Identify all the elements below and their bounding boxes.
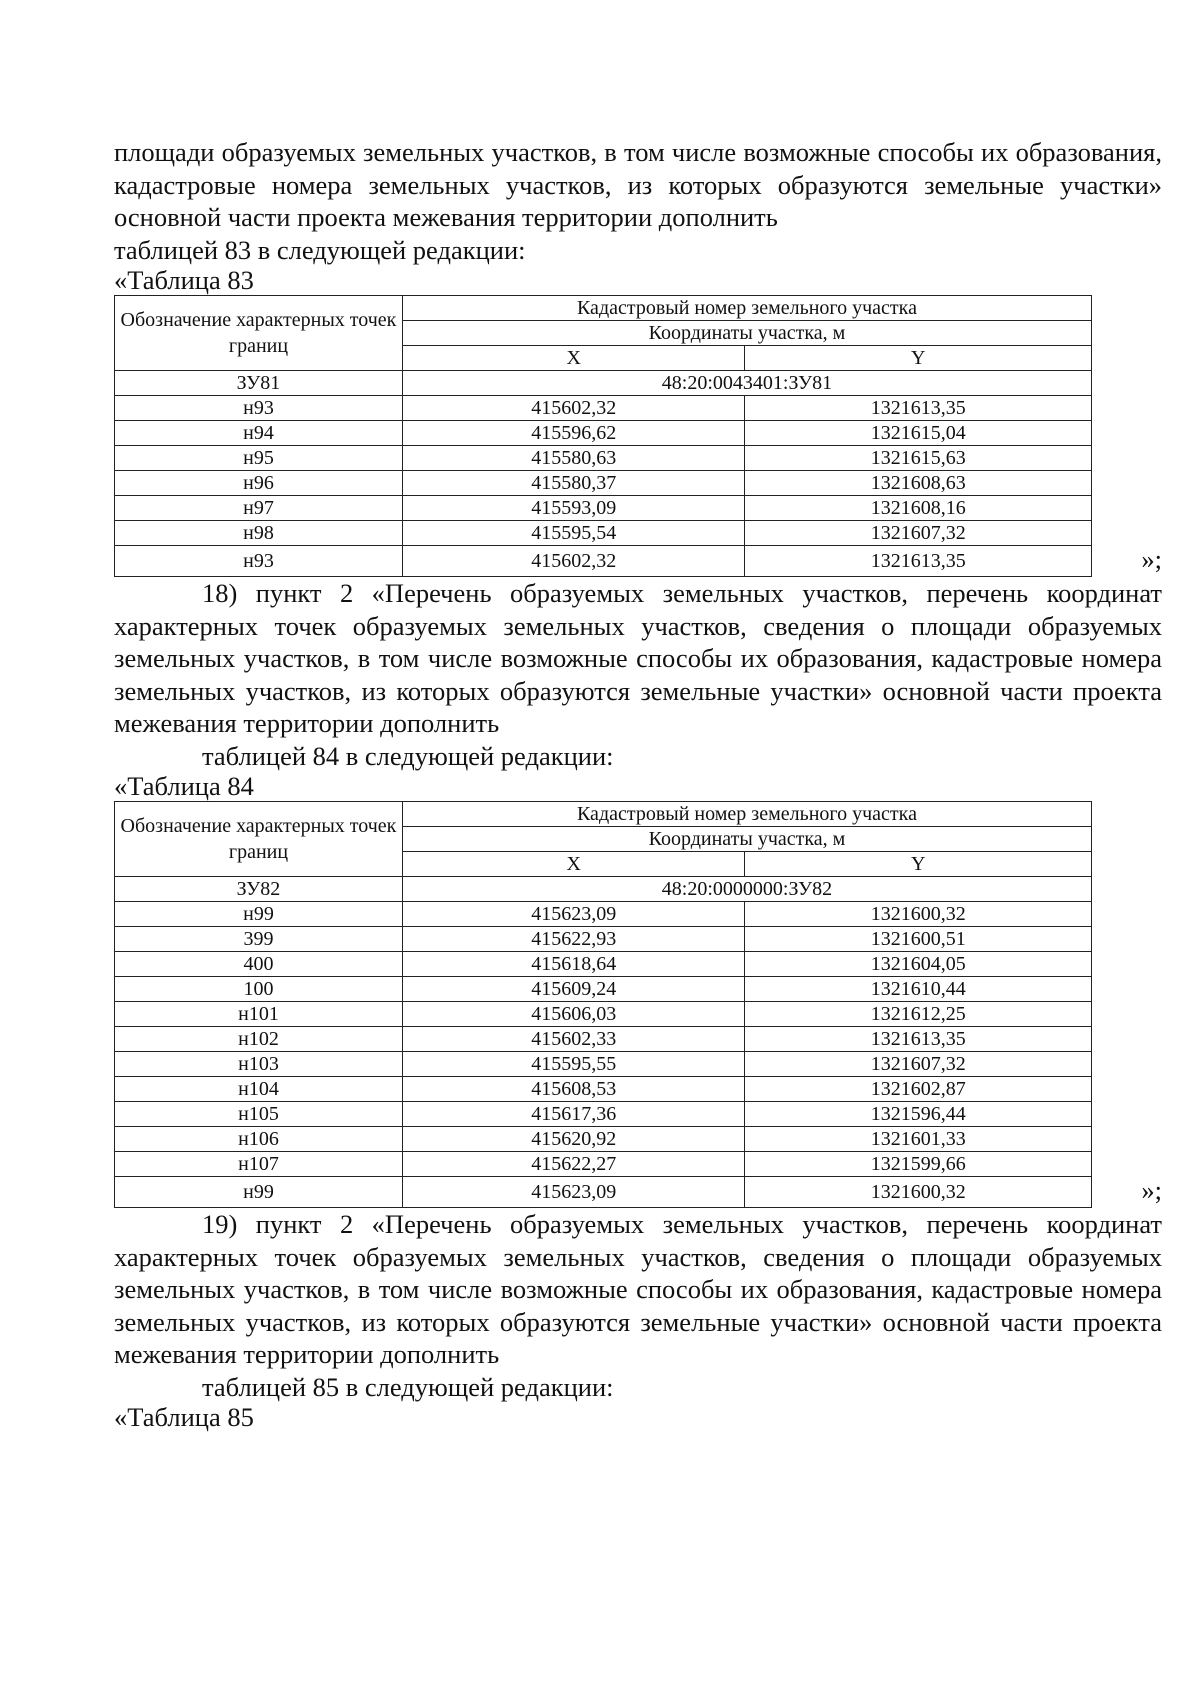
table-84 xyxy=(114,801,1092,1208)
y-cell: 1321600,32 xyxy=(745,902,1092,927)
paragraph-line: площади образуемых земельных участков, в том числе возможные способы их xyxy=(114,610,1162,673)
y-cell: 1321596,44 xyxy=(745,1102,1092,1127)
point-cell: н96 xyxy=(115,471,403,496)
zu-label: ЗУ81 xyxy=(115,371,403,396)
x-cell: 415593,09 xyxy=(402,496,744,521)
y-cell: 1321607,32 xyxy=(745,521,1092,546)
point-cell: 400 xyxy=(115,952,403,977)
table-row xyxy=(115,952,1092,977)
y-cell: 1321601,33 xyxy=(745,1127,1092,1152)
point-cell: н106 xyxy=(115,1127,403,1152)
table-85-caption: «Таблица 85 xyxy=(114,1402,254,1432)
y-cell: 1321615,04 xyxy=(745,421,1092,446)
paragraph-line: площади образуемых земельных участков, в том числе возможные способы их xyxy=(114,1241,1162,1304)
header-coords: Координаты участка, м xyxy=(402,321,1091,346)
paragraph-line: образования, кадастровые номера земельных участков, из которых образуются xyxy=(114,1274,1163,1337)
x-cell: 415609,24 xyxy=(402,977,744,1002)
x-cell: 415580,37 xyxy=(402,471,744,496)
point-cell: н98 xyxy=(115,521,403,546)
y-cell: 1321613,35 xyxy=(745,396,1092,421)
point-cell: н94 xyxy=(115,421,403,446)
table-83-closing-quote: »; xyxy=(1141,544,1162,574)
point-cell: 100 xyxy=(115,977,403,1002)
y-cell: 1321608,16 xyxy=(745,496,1092,521)
paragraph-line: 19) пункт 2 «Перечень образуемых земельных участков, перечень xyxy=(202,1209,1029,1239)
table-84-caption: «Таблица 84 xyxy=(114,771,254,801)
x-cell: 415623,09 xyxy=(402,1177,744,1208)
document-page xyxy=(114,136,1162,1432)
zu-label: ЗУ82 xyxy=(115,877,403,902)
table-83-wrapper xyxy=(114,295,1162,577)
y-cell: 1321600,32 xyxy=(745,1177,1092,1208)
point-cell: н102 xyxy=(115,1027,403,1052)
paragraph-line: 18) пункт 2 «Перечень образуемых земельных участков, перечень xyxy=(202,578,1029,608)
x-cell: 415623,09 xyxy=(402,902,744,927)
x-cell: 415596,62 xyxy=(402,421,744,446)
point-cell: н107 xyxy=(115,1152,403,1177)
y-cell: 1321599,66 xyxy=(745,1152,1092,1177)
table-83 xyxy=(114,295,1092,577)
point-cell: 399 xyxy=(115,927,403,952)
table-row xyxy=(115,496,1092,521)
x-cell: 415617,36 xyxy=(402,1102,744,1127)
table-row xyxy=(115,1152,1092,1177)
y-cell: 1321613,35 xyxy=(745,1027,1092,1052)
y-cell: 1321612,25 xyxy=(745,1002,1092,1027)
point-cell: н97 xyxy=(115,496,403,521)
point-cell: н99 xyxy=(115,902,403,927)
cadastral-number: 48:20:0000000:ЗУ82 xyxy=(402,877,1091,902)
table-row xyxy=(115,546,1092,577)
x-cell: 415602,33 xyxy=(402,1027,744,1052)
table-row xyxy=(115,1127,1092,1152)
table-row xyxy=(115,1027,1092,1052)
paragraph-line: земельные участки» основной части проекта межевания территории дополнить xyxy=(114,1306,1162,1369)
paragraph-line: образования, кадастровые номера земельных участков, из которых образуются xyxy=(114,643,1163,706)
y-cell: 1321615,63 xyxy=(745,446,1092,471)
paragraph-line: площади образуемых земельных участков, в том числе возможные способы их xyxy=(114,137,1009,167)
paragraph-line: таблицей 85 в следующей редакции: xyxy=(202,1371,614,1402)
table-row xyxy=(115,446,1092,471)
y-cell: 1321604,05 xyxy=(745,952,1092,977)
header-cadastral: Кадастровый номер земельного участка xyxy=(402,296,1091,321)
point-cell: н105 xyxy=(115,1102,403,1127)
table-row xyxy=(115,521,1092,546)
y-cell: 1321608,63 xyxy=(745,471,1092,496)
paragraph-line: земельные участки» основной части проекта межевания территории дополнить xyxy=(114,169,1162,232)
y-cell: 1321600,51 xyxy=(745,927,1092,952)
y-cell: 1321613,35 xyxy=(745,546,1092,577)
point-cell: н95 xyxy=(115,446,403,471)
x-cell: 415608,53 xyxy=(402,1077,744,1102)
point-cell: н104 xyxy=(115,1077,403,1102)
table-row xyxy=(115,471,1092,496)
table-row xyxy=(115,1052,1092,1077)
x-cell: 415618,64 xyxy=(402,952,744,977)
x-cell: 415620,92 xyxy=(402,1127,744,1152)
x-cell: 415606,03 xyxy=(402,1002,744,1027)
y-cell: 1321607,32 xyxy=(745,1052,1092,1077)
x-cell: 415602,32 xyxy=(402,546,744,577)
item-18-paragraph xyxy=(114,577,1162,772)
y-cell: 1321610,44 xyxy=(745,977,1092,1002)
table-row xyxy=(115,396,1092,421)
point-cell: н93 xyxy=(115,396,403,421)
point-cell: н103 xyxy=(115,1052,403,1077)
paragraph-line: земельные участки» основной части проекта межевания территории дополнить xyxy=(114,675,1162,738)
table-83-caption: «Таблица 83 xyxy=(114,265,254,295)
table-84-wrapper xyxy=(114,801,1162,1208)
x-cell: 415580,63 xyxy=(402,446,744,471)
header-x: X xyxy=(402,346,744,371)
header-points: Обозначение характерных точек границ xyxy=(115,296,403,371)
x-cell: 415622,27 xyxy=(402,1152,744,1177)
header-y: Y xyxy=(745,852,1092,877)
table-row xyxy=(115,977,1092,1002)
point-cell: н93 xyxy=(115,546,403,577)
table-row xyxy=(115,1077,1092,1102)
point-cell: н99 xyxy=(115,1177,403,1208)
table-row xyxy=(115,927,1092,952)
table-row xyxy=(115,1102,1092,1127)
header-cadastral: Кадастровый номер земельного участка xyxy=(402,802,1091,827)
paragraph-line: таблицей 84 в следующей редакции: xyxy=(202,740,614,771)
header-points: Обозначение характерных точек границ xyxy=(115,802,403,877)
paragraph-line: образования, кадастровые номера земельных участков, из которых образуются xyxy=(114,137,1162,200)
item-19-paragraph xyxy=(114,1208,1162,1403)
paragraph-line: координат характерных точек образуемых земельных участков, сведения о xyxy=(114,1209,1163,1272)
table-row xyxy=(115,1002,1092,1027)
header-y: Y xyxy=(745,346,1092,371)
x-cell: 415622,93 xyxy=(402,927,744,952)
table-row xyxy=(115,421,1092,446)
table-row xyxy=(115,1177,1092,1208)
y-cell: 1321602,87 xyxy=(745,1077,1092,1102)
x-cell: 415602,32 xyxy=(402,396,744,421)
cadastral-number: 48:20:0043401:ЗУ81 xyxy=(402,371,1091,396)
x-cell: 415595,54 xyxy=(402,521,744,546)
paragraph-line: таблицей 83 в следующей редакции: xyxy=(114,234,526,265)
header-x: X xyxy=(402,852,744,877)
table-row xyxy=(115,902,1092,927)
paragraph-line: координат характерных точек образуемых земельных участков, сведения о xyxy=(114,578,1163,641)
header-coords: Координаты участка, м xyxy=(402,827,1091,852)
point-cell: н101 xyxy=(115,1002,403,1027)
x-cell: 415595,55 xyxy=(402,1052,744,1077)
table-84-closing-quote: »; xyxy=(1141,1175,1162,1205)
intro-paragraph xyxy=(114,136,1162,266)
